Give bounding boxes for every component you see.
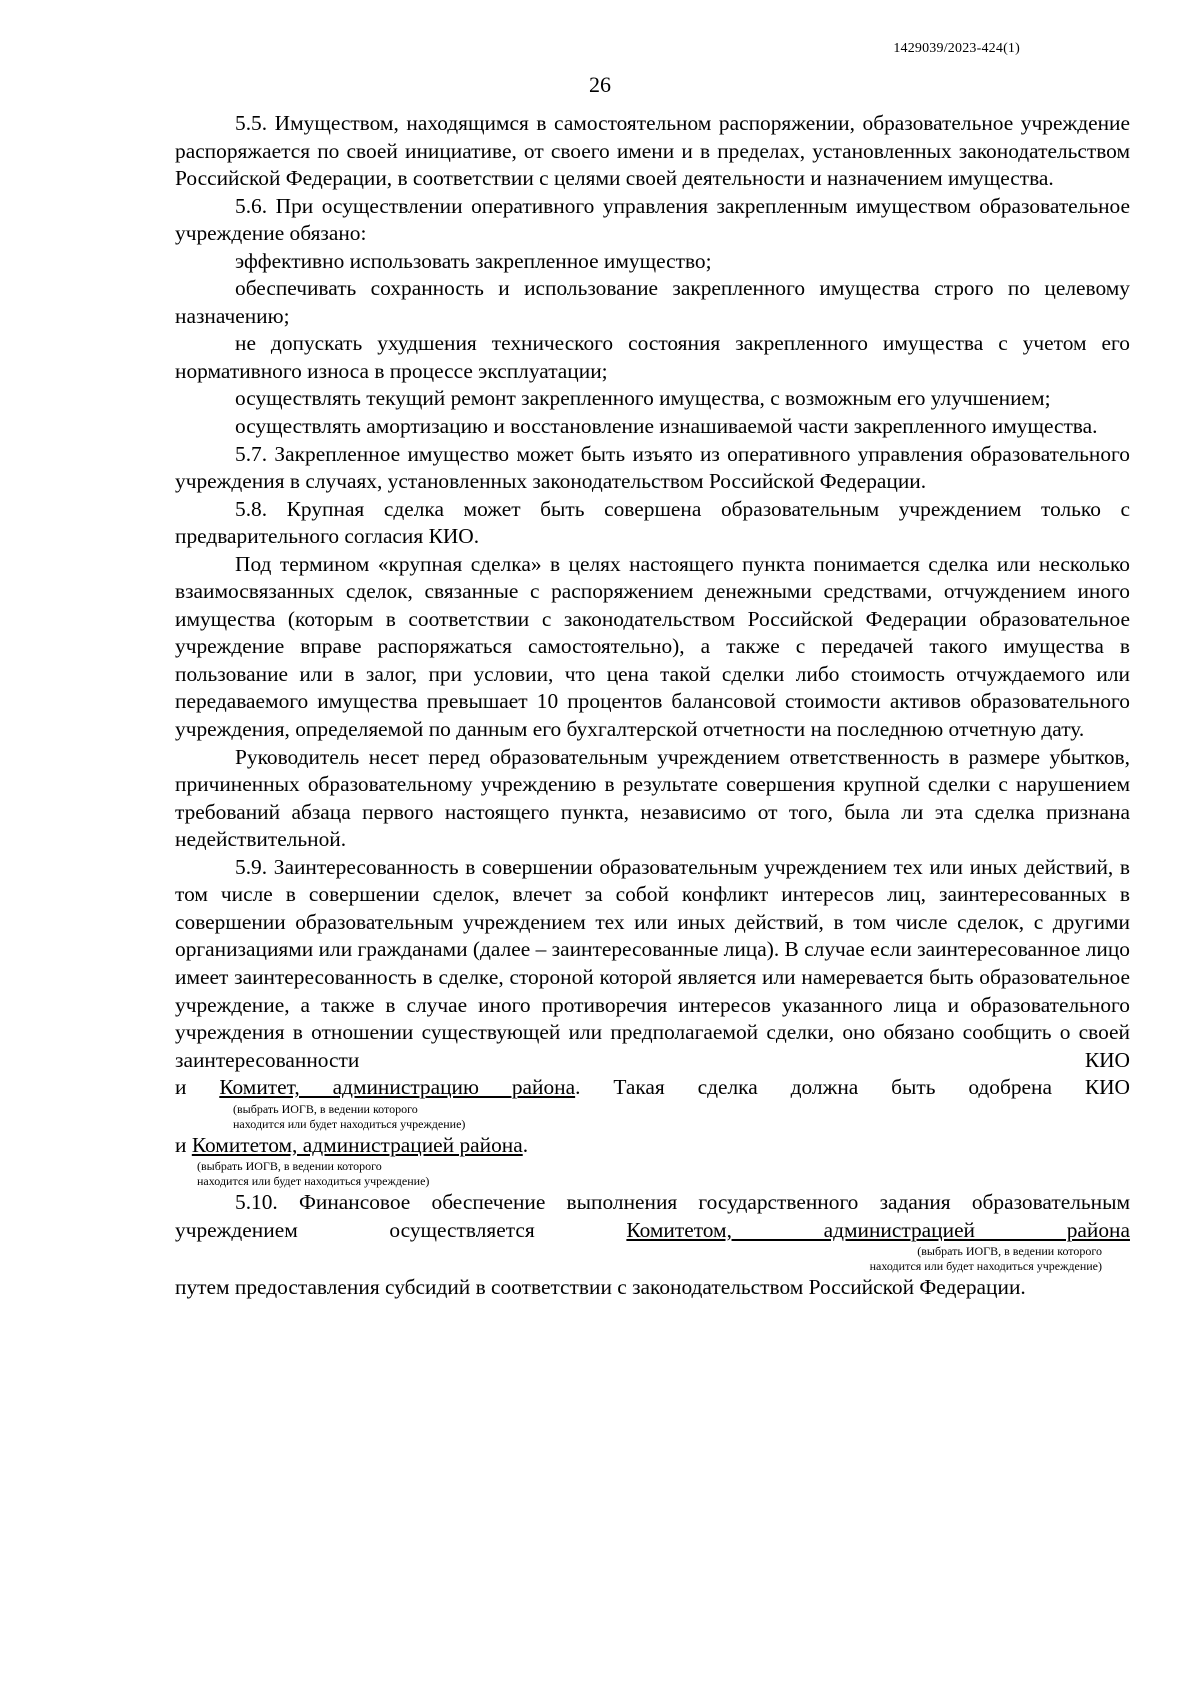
paragraph-5-10-continuation: путем предоставления субсидий в соответствии с законодательством Российской Федерации. — [175, 1275, 1026, 1300]
underlined-authority: Комитет, администрацию района — [219, 1075, 576, 1100]
paragraph-5-6-item-1: эффективно использовать закрепленное имущество; — [235, 248, 712, 273]
paragraph-5-10-text: 5.10. Финансовое обеспечение выполнения государственного задания образовательным учреждением осуществляется — [175, 1190, 1130, 1242]
footnote-hint-3 — [175, 1244, 1102, 1274]
underlined-authority: Комитетом, администрацией района — [626, 1217, 1130, 1242]
hint-line: находится или будет находиться учреждение) — [869, 1259, 1102, 1274]
hint-line: находится или будет находиться учреждение) — [233, 1116, 466, 1131]
paragraph-5-6-item-4: осуществлять текущий ремонт закрепленного имущества, с возможным его улучшением; — [235, 386, 1051, 411]
paragraph-5-6-item-2: обеспечивать сохранность и использование закрепленного имущества строго по целевому назначению; — [175, 276, 1130, 328]
paragraph-5-8-liability: Руководитель несет перед образовательным учреждением ответственность в размере убытков, причиненных образовательному учреждению в результате совершения крупной сделки с нарушением требований абзаца первого настоящего пункта, независимо от того, была ли эта сделка признана недействительной. — [175, 744, 1130, 852]
conjunction: и — [175, 1075, 187, 1100]
underlined-authority: Комитетом, администрацией района — [191, 1132, 523, 1157]
paragraph-5-9-approval — [175, 1074, 1130, 1102]
paragraph-5-9-approval-end — [175, 1132, 1130, 1160]
paragraph-5-6-item-3: не допускать ухудшения технического состояния закрепленного имущества с учетом его нормативного износа в процессе эксплуатации; — [175, 331, 1130, 383]
page-number: 26 — [589, 72, 611, 97]
approval-text: . Такая сделка должна быть одобрена КИО — [575, 1075, 1131, 1100]
hint-line: находится или будет находиться учреждение) — [197, 1174, 430, 1189]
footnote-hint-1 — [233, 1102, 1130, 1132]
paragraph-5-6-item-5: осуществлять амортизацию и восстановление изнашиваемой части закрепленного имущества. — [235, 414, 1098, 439]
hint-line: (выбрать ИОГВ, в ведении которого — [917, 1244, 1102, 1259]
paragraph-5-9: 5.9. Заинтересованность в совершении образовательным учреждением тех или иных действий, в том числе в совершении сделок, влечет за собой конфликт интересов лиц, заинтересованных в совершении образовательным учреждением тех или иных действий, в том числе сделок, с другими организациями или гражданами (далее – заинтересованные лица). В случае если заинтересованное лицо имеет заинтересованность в сделке, стороной которой является или намеревается быть образовательное учреждение, а также в случае иного противоречия интересов указанного лица и образовательного учреждения в отношении существующей или предполагаемой сделки, оно обязано сообщить о своей заинтересованности КИО — [175, 854, 1130, 1072]
period: . — [522, 1132, 529, 1157]
paragraph-5-8: 5.8. Крупная сделка может быть совершена образовательным учреждением только с предварительного согласия КИО. — [175, 496, 1130, 549]
paragraph-5-10 — [175, 1189, 1130, 1244]
paragraph-5-8-definition: Под термином «крупная сделка» в целях настоящего пункта понимается сделка или несколько взаимосвязанных сделок, связанные с распоряжением денежными средствами, отчуждением иного имущества (которым в соответствии с законодательством Российской Федерации образовательное учреждение вправе распоряжаться самостоятельно), а также с передачей такого имущества в пользование или в залог, при условии, что цена такой сделки либо стоимость отчуждаемого или передаваемого имущества превышает 10 процентов балансовой стоимости активов образовательного учреждения, определяемой по данным его бухгалтерской отчетности на последнюю отчетную дату. — [175, 551, 1130, 742]
footnote-hint-2 — [197, 1159, 1130, 1189]
conjunction: и — [175, 1132, 187, 1157]
document-body — [175, 110, 1130, 1302]
document-id: 1429039/2023-424(1) — [893, 41, 1020, 56]
paragraph-5-5: 5.5. Имуществом, находящимся в самостоятельном распоряжении, образовательное учреждение распоряжается по своей инициативе, от своего имени и в пределах, установленных законодательством Российской Федерации, в соответствии с целями своей деятельности и назначением имущества. — [175, 111, 1130, 191]
paragraph-5-6: 5.6. При осуществлении оперативного управления закрепленным имуществом образовательное учреждение обязано: — [175, 193, 1130, 246]
hint-line: (выбрать ИОГВ, в ведении которого — [233, 1101, 418, 1116]
paragraph-5-7: 5.7. Закрепленное имущество может быть изъято из оперативного управления образовательного учреждения в случаях, установленных законодательством Российской Федерации. — [175, 441, 1130, 494]
hint-line: (выбрать ИОГВ, в ведении которого — [197, 1159, 382, 1174]
